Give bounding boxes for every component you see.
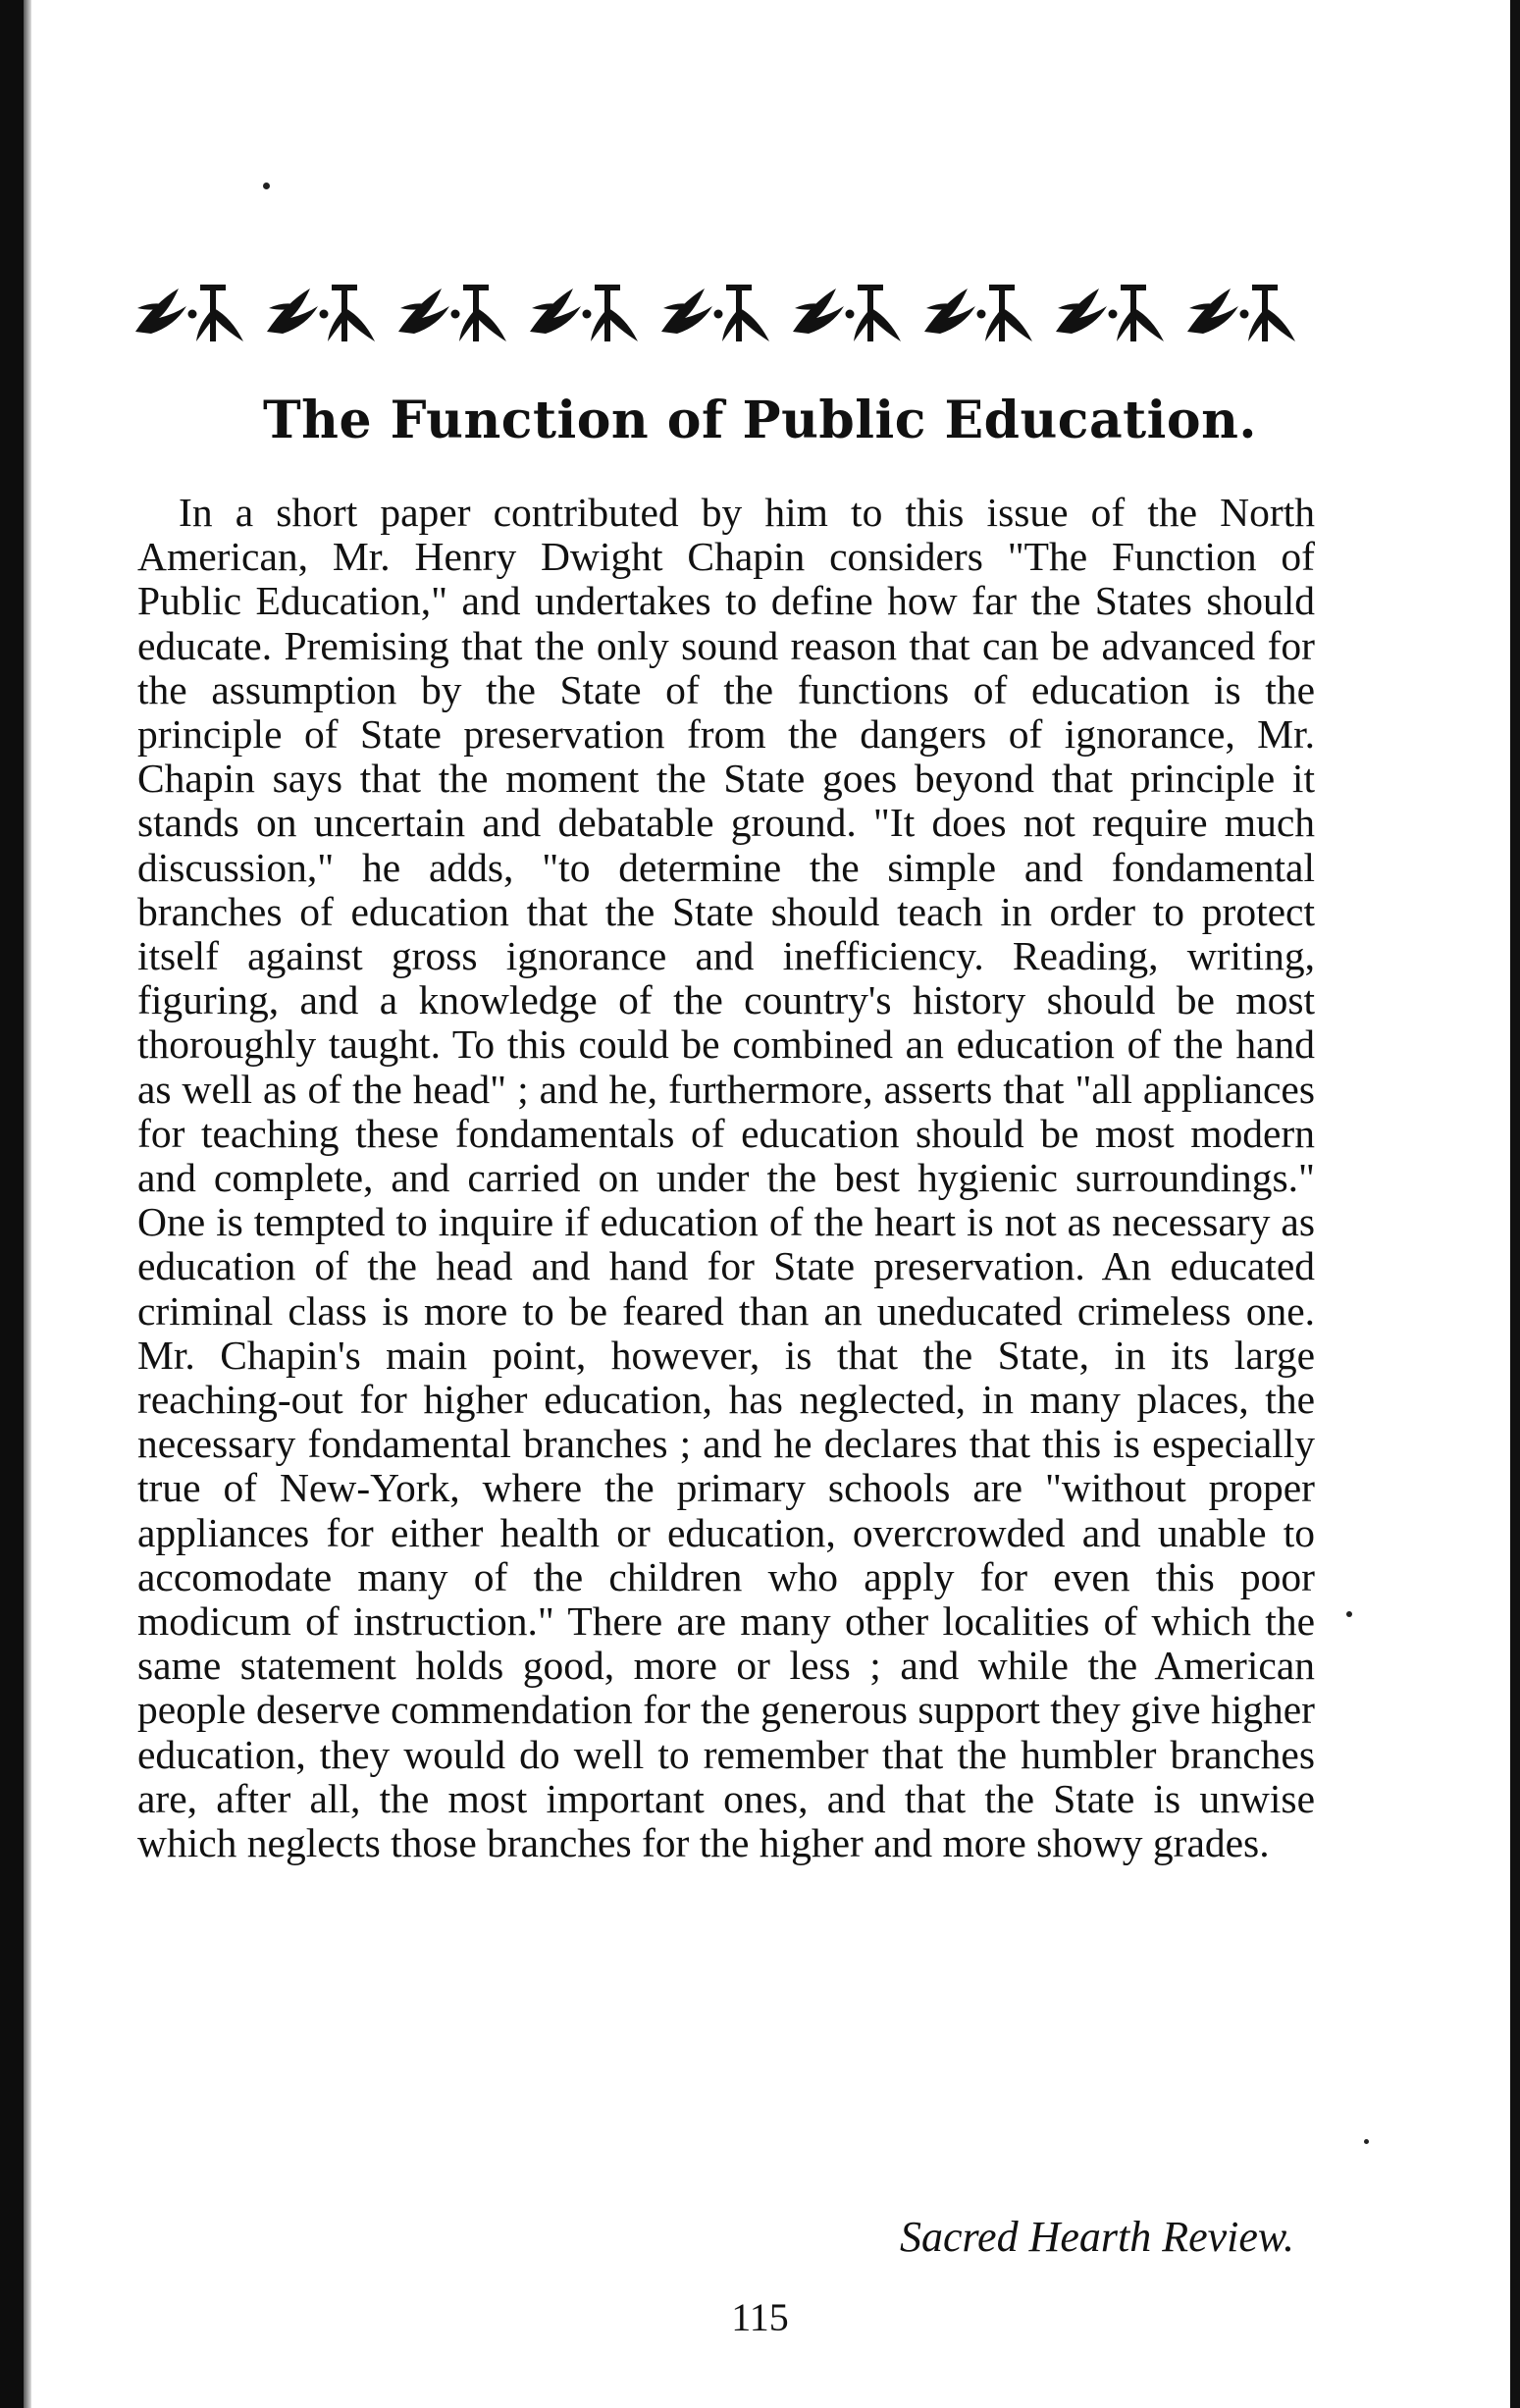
print-speck xyxy=(1364,2139,1369,2144)
page-number: 115 xyxy=(731,2295,789,2339)
source-attribution: Sacred Hearth Review. xyxy=(900,2213,1294,2261)
article-paragraph: In a short paper contributed by him to this issue of the North American, Mr. Henry Dwight Chapin considers "The Function of Public Education," and undertakes to define how far the States should educate. Premising that the only sound reason that can be advanced for the assumption by the State of the functions of education is the principle of State preservation from the dangers of ignorance, Mr. Chapin says that the moment the State goes beyond that principle it stands on uncertain and debatable ground. "It does not require much discussion," he adds, "to determine the simple and fondamental branches of education that the State should teach in order to protect itself against gross ignorance and inefficiency. Reading, writing, figuring, and a knowledge of the country's history should be most thoroughly taught. To this could be combined an education of the hand as well as of the head" ; and he, furthermore, asserts that "all appliances for teaching these fondamentals of education should be most modern and complete, and carried on under the best hygienic surroundings." One is tempted to inquire if education of the heart is not as necessary as education of the head and hand for State preservation. An educated criminal class is more to be feared than an uneducated crimeless one. Mr. Chapin's main point, however, is that the State, in its large reaching-out for higher education, has neglected, in many places, the necessary fondamental branches ; and he declares that this is especially true of New-York, where the primary schools are "without proper appliances for either health or education, overcrowded and unable to accomodate many of the children who apply for even this poor modicum of instruction." There are many other localities of which the same statement holds good, more or less ; and while the American people deserve commendation for the generous support they give higher education, they would do well to remember that the humbler branches are, after all, the most important ones, and that the State is unwise which neglects those branches for the higher and more showy grades. xyxy=(137,490,1315,1866)
page-right-edge xyxy=(1510,0,1520,2408)
article-title: The Function of Public Education. xyxy=(262,391,1258,450)
print-speck xyxy=(1346,1611,1352,1617)
decorative-ornament-border xyxy=(130,263,1317,356)
page-left-edge xyxy=(0,0,24,2408)
print-speck xyxy=(263,183,270,189)
article-body xyxy=(137,491,1315,1865)
page-left-shadow xyxy=(24,0,31,2408)
